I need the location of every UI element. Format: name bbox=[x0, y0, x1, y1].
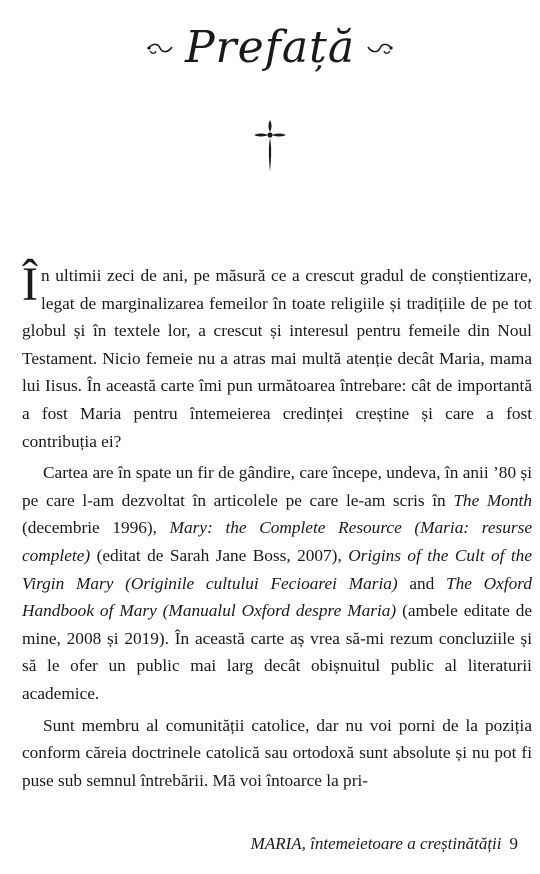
paragraph-2-text: (decembrie 1996), bbox=[22, 518, 170, 538]
chapter-title: Prefață bbox=[184, 22, 356, 73]
paragraph-2 bbox=[22, 459, 532, 707]
right-flourish-icon bbox=[366, 39, 394, 57]
citation-title: The Oxford Handbook of Mary (Manualul Oxford despre Maria) bbox=[22, 573, 532, 621]
citation-title: Origins of the Cult of the Virgin Mary (Originile cultului Fecioarei Maria) bbox=[22, 545, 532, 593]
preface-text bbox=[22, 258, 533, 798]
paragraph-2-text: (ambele editate de mine, 2008 și 2019). În această carte aș vrea să-mi rezum concluziile și să le ofer un public mai larg decât obișnuitul public al literaturii academice. bbox=[22, 601, 533, 703]
paragraph-1-text: n ultimii zeci de ani, pe măsură ce a crescut gradul de conștientizare, legat de marginalizarea femeilor în toate religiile și tradițiile de pe tot globul și în textele lor, a crescut și interesul pentru femeile din Noul Testament. Nicio femeie nu a atras mai multă atenție decât Maria, mama lui Iisus. În această carte îmi pun următoarea întrebare: cât de importantă a fost Maria pentru întemeierea credinței creștine și care a fost contribuția ei? bbox=[22, 266, 532, 451]
cross-ornament-icon bbox=[252, 118, 288, 174]
drop-cap: Î bbox=[22, 258, 38, 311]
page-number: 9 bbox=[509, 834, 518, 853]
paragraph-2-text: (editat de Sarah Jane Boss, 2007), bbox=[90, 545, 349, 565]
left-flourish-icon bbox=[146, 39, 174, 57]
citation-title: The Month bbox=[453, 490, 532, 510]
paragraph-3 bbox=[22, 712, 532, 795]
paragraph-1 bbox=[22, 258, 532, 455]
chapter-heading bbox=[0, 22, 540, 92]
running-title: MARIA, întemeietoare a creștinătății bbox=[250, 834, 502, 853]
paragraph-2-text: and bbox=[397, 573, 447, 593]
paragraph-2-text: Cartea are în spate un fir de gândire, care începe, undeva, în anii ’80 și pe care l-am dezvoltat în articolele pe care le-am scris în bbox=[22, 463, 532, 510]
citation-title: Mary: the Complete Resource (Maria: resurse complete) bbox=[22, 518, 532, 565]
running-footer bbox=[251, 834, 518, 854]
paragraph-3-text: Sunt membru al comunității catolice, dar nu voi porni de la poziția conform căreia doctrinele catolică sau ortodoxă sunt absolute și nu pot fi puse sub semnul întrebării. Mă voi întoarce la pri- bbox=[22, 715, 532, 790]
